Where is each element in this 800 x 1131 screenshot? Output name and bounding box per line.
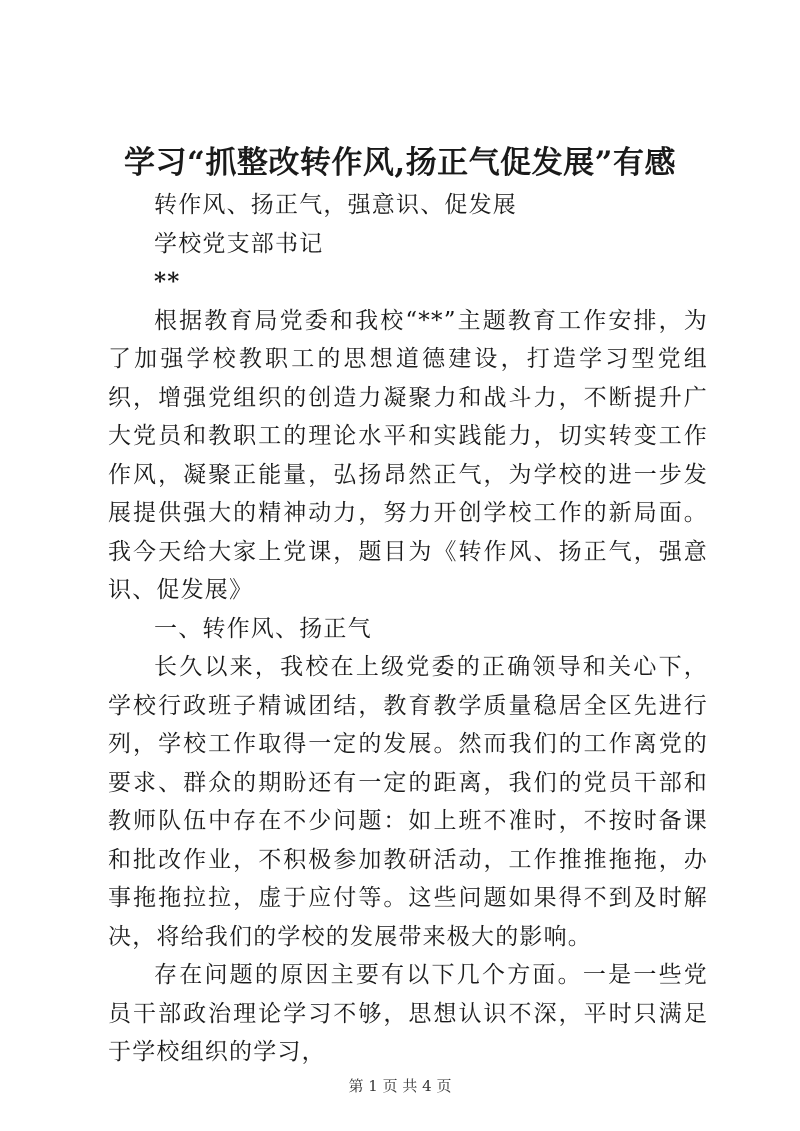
paragraph: 存在问题的原因主要有以下几个方面。一是一些党员干部政治理论学习不够，思想认识不深，平时只满足于学校组织的学习，: [108, 962, 708, 1065]
paragraph: 长久以来，我校在上级党委的正确领导和关心下，学校行政班子精诚团结，教育教学质量稳居全区先进行列，学校工作取得一定的发展。然而我们的工作离党的要求、群众的期盼还有一定的距离，我们的党员干部和教师队伍中存在不少问题：如上班不准时，不按时备课和批改作业，不积极参加教研活动，工作推推拖拖，办事拖拖拉拉，虚于应付等。这些问题如果得不到及时解决，将给我们的学校的发展带来极大的影响。: [108, 654, 708, 950]
document-body: [108, 186, 708, 1072]
section-heading: 一、转作风、扬正气: [154, 615, 372, 642]
author-role: 学校党支部书记: [154, 230, 324, 257]
subtitle: 转作风、扬正气，强意识、促发展: [154, 192, 517, 218]
document-title: 学习“抓整改转作风,扬正气促发展”有感: [124, 145, 676, 181]
author-name: **: [154, 268, 181, 295]
paragraph: 根据教育局党委和我校“**”主题教育工作安排，为了加强学校教职工的思想道德建设，打造学习型党组织，增强党组织的创造力凝聚力和战斗力，不断提升广大党员和教职工的理论水平和实践能力，切实转变工作作风，凝聚正能量，弘扬昂然正气，为学校的进一步发展提供强大的精神动力，努力开创学校工作的新局面。我今天给大家上党课，题目为《转作风、扬正气，强意识、促发展》: [108, 307, 708, 603]
page-number-footer: 第 1 页 共 4 页: [348, 1077, 452, 1095]
